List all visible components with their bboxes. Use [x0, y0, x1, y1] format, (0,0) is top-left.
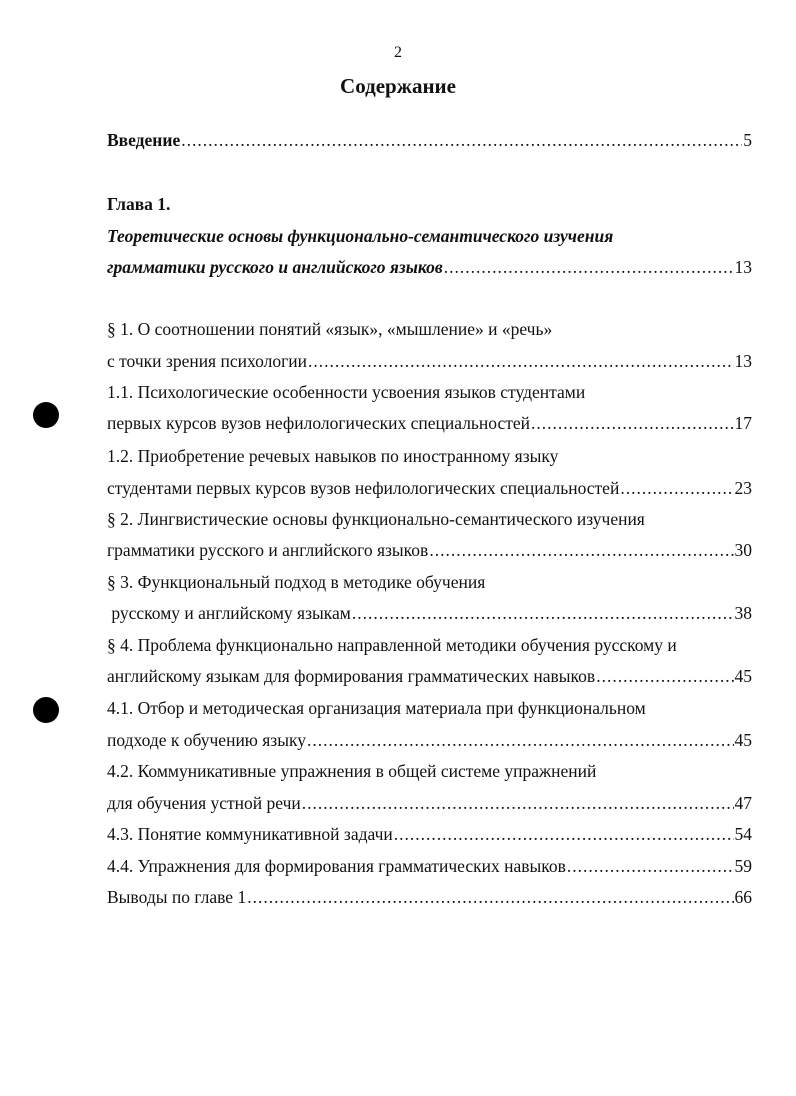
dot-leader [596, 665, 733, 687]
toc-page-number: 13 [734, 351, 752, 371]
dot-leader [181, 129, 742, 151]
toc-entry-title: 4.4. Упражнения для формирования грамматических навыков [107, 856, 566, 876]
toc-entry [107, 539, 752, 561]
dot-leader [429, 539, 733, 561]
toc-page-number: 23 [734, 478, 752, 498]
dot-leader [247, 886, 733, 908]
toc-entry-title: 4.3. Понятие коммуникативной задачи [107, 824, 393, 844]
toc-page-number: 59 [734, 856, 752, 876]
toc-entry-title: грамматики русского и английского языков [107, 540, 429, 560]
page-title: Содержание [340, 74, 456, 98]
toc-page-number: 13 [734, 257, 752, 277]
toc-page-number: 30 [734, 540, 752, 560]
toc-entry [107, 729, 752, 751]
toc-page-number: 45 [734, 666, 752, 686]
toc-entry-title: английскому языкам для формирования грамматических навыков [107, 666, 596, 686]
chapter-title-line-1: Теоретические основы функционально-семантического изучения [107, 226, 614, 246]
dot-leader [308, 350, 734, 372]
toc-entry-title: Введение [107, 130, 181, 150]
toc-entry-title: подходе к обучению языку [107, 730, 306, 750]
toc-entry-line-1: § 3. Функциональный подход в методике обучения [107, 572, 486, 592]
toc-entry-line-1: 1.2. Приобретение речевых навыков по иностранному языку [107, 446, 559, 466]
dot-leader [567, 855, 734, 877]
toc-entry-title: русскому и английскому языкам [107, 603, 351, 623]
toc-entry-conclusions [107, 886, 752, 908]
dot-leader [394, 823, 734, 845]
toc-page-number: 47 [734, 793, 752, 813]
toc-entry [107, 665, 752, 687]
toc-entry-title: с точки зрения психологии [107, 351, 307, 371]
toc-entry [107, 855, 752, 877]
toc-entry [107, 823, 752, 845]
toc-entry-introduction [107, 129, 752, 151]
chapter-label: Глава 1. [107, 194, 171, 214]
toc-entry-line-1: 4.2. Коммуникативные упражнения в общей системе упражнений [107, 761, 597, 781]
dot-leader [352, 602, 734, 624]
toc-page-number: 38 [734, 603, 752, 623]
toc-entry-line-1: 4.1. Отбор и методическая организация материала при функциональном [107, 698, 646, 718]
toc-entry-title: студентами первых курсов вузов нефилологических специальностей [107, 478, 620, 498]
toc-entry-line-1: 1.1. Психологические особенности усвоения языков студентами [107, 382, 586, 402]
dot-leader [302, 792, 734, 814]
toc-page-number: 45 [734, 730, 752, 750]
toc-entry [107, 350, 752, 372]
toc-entry-title: первых курсов вузов нефилологических специальностей [107, 413, 531, 433]
dot-leader [307, 729, 734, 751]
toc-page-number: 66 [734, 887, 752, 907]
toc-entry [107, 602, 752, 624]
toc-entry [107, 477, 752, 499]
toc-page-number: 5 [743, 130, 752, 150]
punch-hole [33, 697, 59, 723]
toc-entry-line-1: § 1. О соотношении понятий «язык», «мышление» и «речь» [107, 319, 553, 339]
dot-leader [620, 477, 733, 499]
toc-entry-title: грамматики русского и английского языков [107, 257, 443, 277]
toc-entry [107, 412, 752, 434]
page-number: 2 [394, 44, 402, 61]
toc-page-number: 17 [734, 413, 752, 433]
toc-page-number: 54 [734, 824, 752, 844]
dot-leader [444, 256, 734, 278]
toc-entry-title: для обучения устной речи [107, 793, 301, 813]
toc-entry-title: Выводы по главе 1 [107, 887, 247, 907]
dot-leader [531, 412, 733, 434]
toc-entry [107, 792, 752, 814]
toc-entry-line-1: § 4. Проблема функционально направленной методики обучения русскому и [107, 635, 677, 655]
chapter-title-line-2 [107, 256, 752, 278]
punch-hole [33, 402, 59, 428]
toc-entry-line-1: § 2. Лингвистические основы функционально-семантического изучения [107, 509, 645, 529]
